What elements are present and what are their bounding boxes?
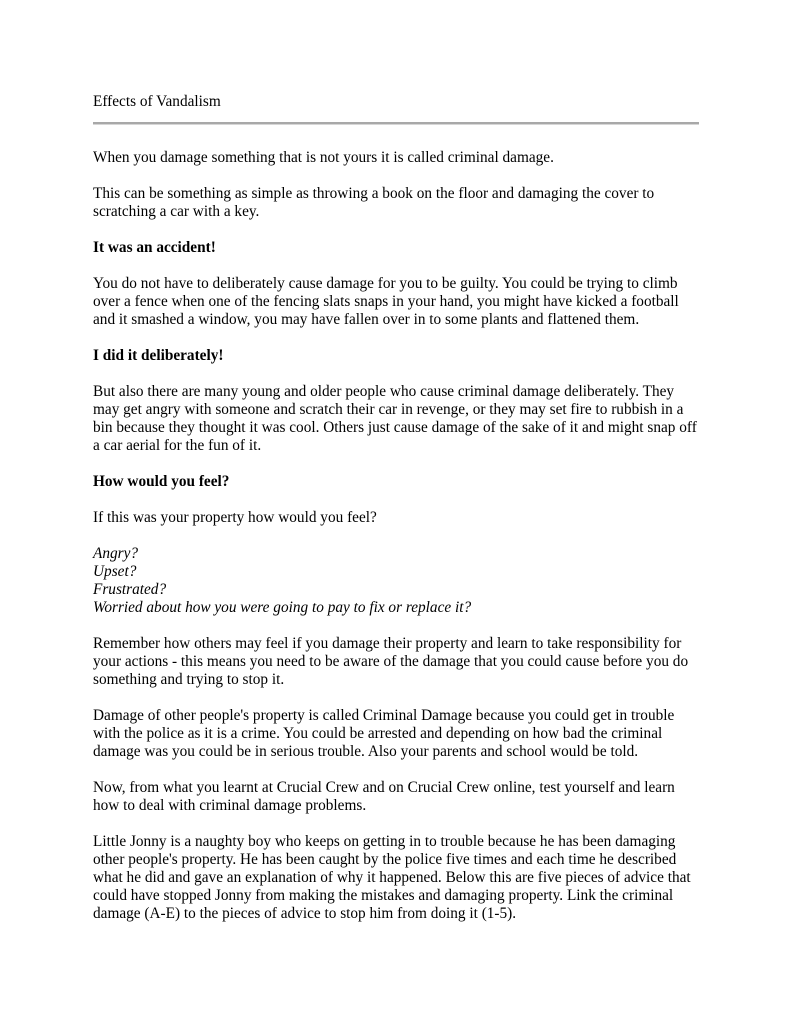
feel-heading: How would you feel? (93, 473, 230, 490)
accident-paragraph: You do not have to deliberately cause damage for you to be guilty. You could be trying to climb over a fence when one of the fencing slats snaps in your hand, you might have kicked a football and it smashed a window, you may have fallen over in to some plants and flattened them. (93, 275, 679, 328)
intro-example-paragraph: This can be something as simple as throwing a book on the floor and damaging the cover to scratching a car with a key. (93, 185, 655, 220)
criminal-damage-paragraph: Damage of other people's property is called Criminal Damage because you could get in trouble with the police as it is a crime. You could be arrested and depending on how bad the criminal damage was you could be in serious trouble. Also your parents and school would be told. (93, 707, 675, 760)
feeling-item: Frustrated? (93, 581, 167, 598)
accident-heading: It was an accident! (93, 239, 216, 256)
crucial-crew-paragraph: Now, from what you learnt at Crucial Crew and on Crucial Crew online, test yourself and learn how to deal with criminal damage problems. (93, 779, 675, 814)
jonny-paragraph: Little Jonny is a naughty boy who keeps on getting in to trouble because he has been damaging other people's property. He has been caught by the police five times and each time he described what he did and gave an explanation of why it happened. Below this are five pieces of advice that could have stopped Jonny from making the mistakes and damaging property. Link the criminal damage (A-E) to the pieces of advice to stop him from doing it (1-5). (93, 833, 691, 922)
feeling-item: Upset? (93, 563, 137, 580)
title-divider (93, 122, 699, 125)
deliberate-heading: I did it deliberately! (93, 347, 224, 364)
document-body (93, 93, 699, 941)
feel-question: If this was your property how would you feel? (93, 509, 377, 526)
intro-paragraph: When you damage something that is not yours it is called criminal damage. (93, 149, 554, 166)
deliberate-paragraph: But also there are many young and older people who cause criminal damage deliberately. They may get angry with someone and scratch their car in revenge, or they may set fire to rubbish in a bin because they thought it was cool. Others just cause damage of the sake of it and might snap off a car aerial for the fun of it. (93, 383, 697, 454)
feeling-item: Worried about how you were going to pay to fix or replace it? (93, 599, 472, 616)
remember-paragraph: Remember how others may feel if you damage their property and learn to take responsibility for your actions - this means you need to be aware of the damage that you could cause before you do something and trying to stop it. (93, 635, 689, 688)
feelings-list (93, 545, 699, 617)
page-title: Effects of Vandalism (93, 93, 221, 110)
feeling-item: Angry? (93, 545, 139, 562)
